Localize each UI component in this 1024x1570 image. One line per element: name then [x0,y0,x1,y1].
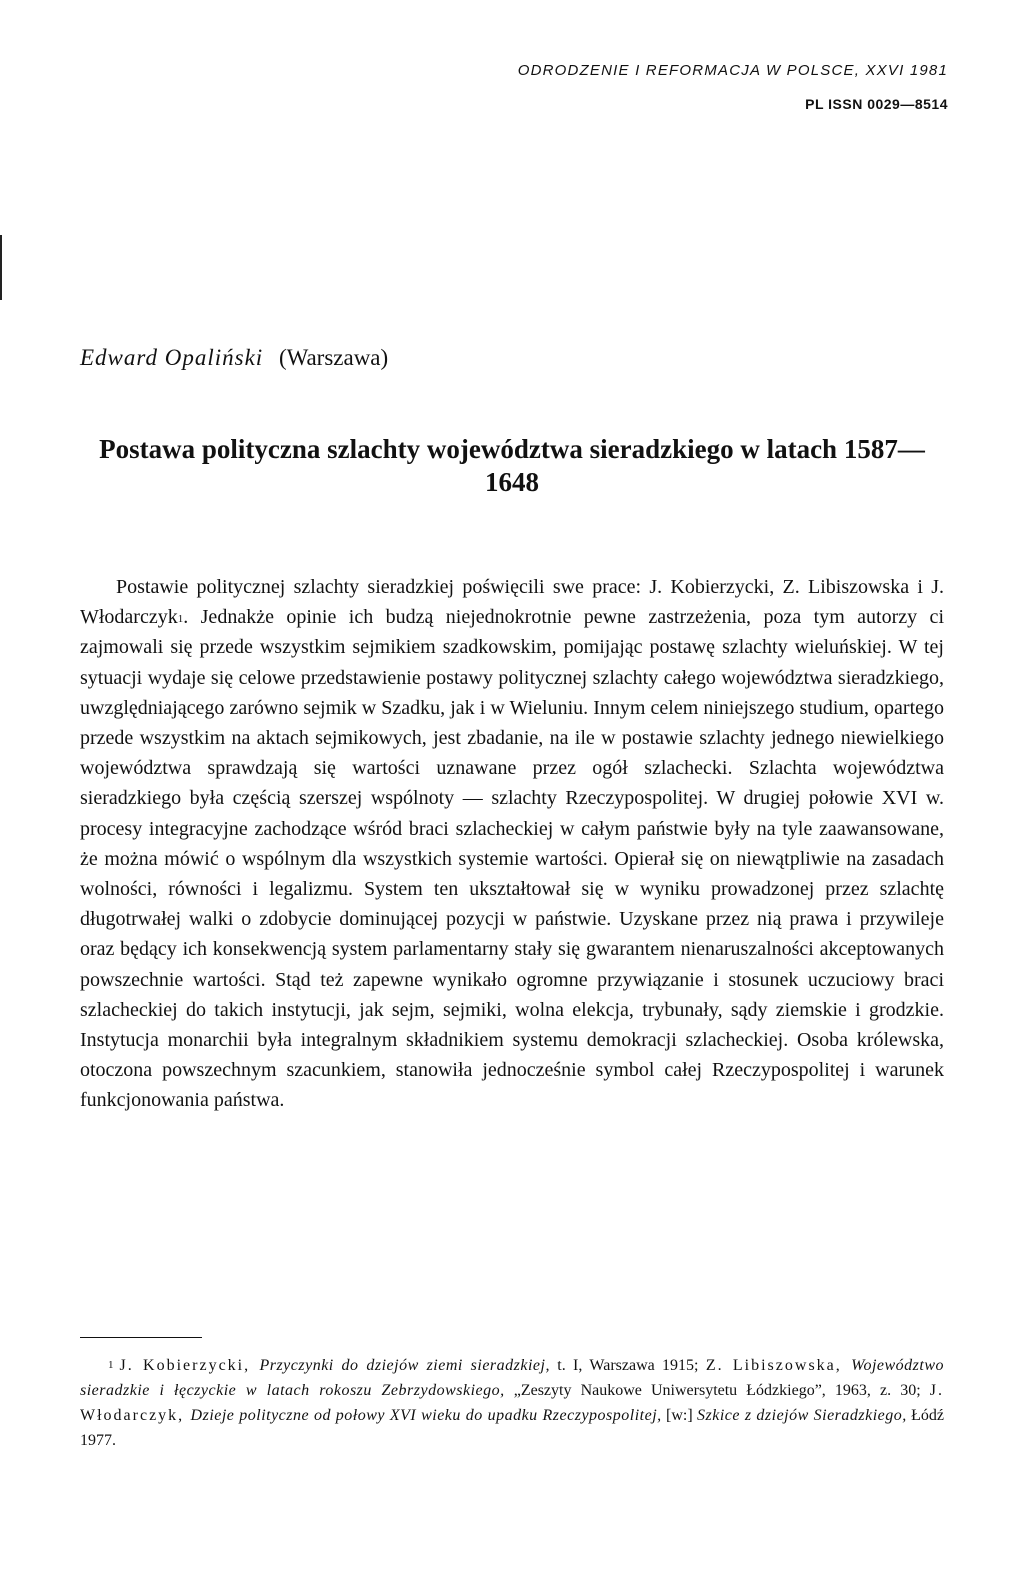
body-paragraph [80,572,944,1116]
footnote-details-1: t. I, Warszawa 1915; [549,1357,706,1374]
author-line [80,345,388,371]
footnote-number: 1 [108,1359,114,1371]
body-text-part-1: Postawie politycznej szlachty sieradzkiej poświęcili swe prace: J. Kobierzycki, Z. Libiszowska i J. Włodarczyk [80,576,944,629]
body-text-part-2: . Jednakże opinie ich budzą niejednokrotnie pewne zastrzeżenia, poza tym autorzy ci zajmowali się przede wszystkim sejmikiem szadkowskim, pomijając postawę szlachty wieluńskiej. W tej sytuacji wydaje się celowe przedstawienie postawy politycznej szlachty całego województwa sieradzkiego, uwzględniającego zarówno sejmik w Szadku, jak i w Wieluniu. Innym celem niniejszego studium, opartego przede wszystkim na aktach sejmikowych, jest zbadanie, na ile w postawie szlachty jednego niewielkiego województwa sprawdzają się wartości uznawane przez ogół szlachecki. Szlachta województwa sieradzkiego była częścią szerszej wspólnoty — szlachty Rzeczypospolitej. W drugiej połowie XVI w. procesy integracyjne zachodzące wśród braci szlacheckiej w całym państwie były na tyle zaawansowane, że można mówić o wspólnym dla wszystkich systemie wartości. Opierał się on niewątpliwie na zasadach wolności, równości i legalizmu. System ten ukształtował się w wyniku prowadzonej przez szlachtę długotrwałej walki o zdobycie dominującej pozycji w państwie. Uzyskane przez nią prawa i przywileje oraz będący ich konsekwencją system parlamentarny stały się gwarantem nienaruszalności akceptowanych powszechnie wartości. Stąd też zapewne wynikało ogromne przywiązanie i stosunek uczuciowy braci szlacheckiej do takich instytucji, jak sejm, sejmiki, wolna elekcja, trybunały, sądy ziemskie i grodzkie. Instytucja monarchii była integralnym składnikiem systemu demokracji szlacheckiej. Osoba królewska, otoczona powszechnym szacunkiem, stanowiła jednocześnie symbol całej Rzeczypospolitej i warunek funkcjonowania państwa. [80,606,944,1112]
footnote-details-3: Łódź 1977. [80,1407,945,1449]
footnote-in: [w:] [661,1407,698,1424]
footnote-title-2: Województwo sieradzkie i łęczyckie w latach rokoszu Zebrzydowskiego, [80,1357,945,1399]
footnote-book-title: Szkice z dziejów Sieradzkiego, [697,1407,907,1424]
footnote-separator [80,1337,202,1338]
scan-edge-mark [0,235,2,300]
footnote-author-3: J. Włodarczyk, [80,1382,944,1424]
footnote-author-2: Z. Libiszowska, [705,1357,852,1374]
footnote-author-1: J. Kobierzycki, [119,1357,260,1374]
author-name: Edward Opaliński [80,345,264,370]
article-title: Postawa polityczna szlachty województwa sieradzkiego w latach 1587—1648 [99,434,925,497]
footnote-title-1: Przyczynki do dziejów ziemi sieradzkiej, [259,1357,550,1374]
issn-line: PL ISSN 0029—8514 [805,96,948,112]
author-affiliation: (Warszawa) [278,345,389,370]
footnote-details-2: „Zeszyty Naukowe Uniwersytetu Łódzkiego”, 1963, z. 30; [504,1382,930,1399]
footnote-reference[interactable]: 1 [177,613,184,626]
journal-header: ODRODZENIE I REFORMACJA W POLSCE, XXVI 1981 [517,62,948,79]
footnote-title-3: Dzieje polityczne od połowy XVI wieku do upadku Rzeczypospolitej, [190,1407,662,1424]
footnote [80,1353,944,1453]
